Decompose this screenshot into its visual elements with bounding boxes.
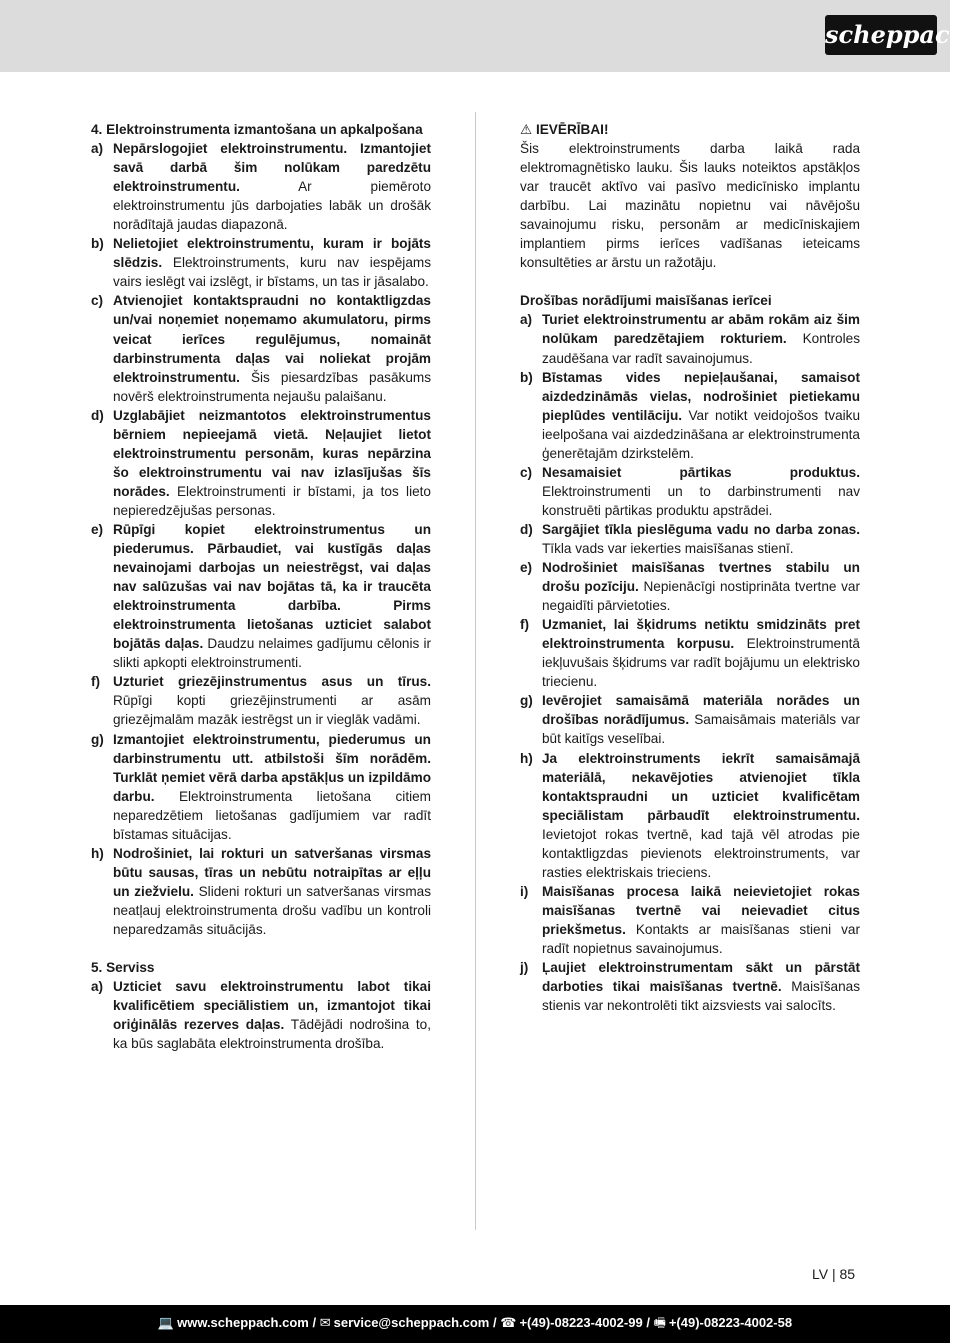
list-item <box>91 977 431 1053</box>
item-body <box>542 463 860 520</box>
item-text: Ar piemēroto elektroinstrumentu jūs darbojaties labāk un drošāk norādītajā jaudas diapazonā. <box>113 179 431 233</box>
item-body <box>542 882 860 958</box>
list-item <box>91 139 431 234</box>
list-item <box>520 958 860 1015</box>
item-body <box>113 406 431 520</box>
footer-email[interactable]: service@scheppach.com <box>333 1315 490 1330</box>
item-text: Tīkla vads var iekerties maisīšanas stienī. <box>542 540 794 556</box>
footer-phone[interactable]: +(49)-08223-4002-99 <box>519 1315 643 1330</box>
item-letter: d) <box>520 521 533 537</box>
item-letter: d) <box>91 407 104 423</box>
item-bold-text: Ievērojiet samaisāmā materiāla norādes un drošības norādījumus. <box>542 693 860 728</box>
list-item <box>520 520 860 558</box>
footer-website[interactable]: www.scheppach.com <box>177 1315 309 1330</box>
page-number-value: 85 <box>839 1266 856 1282</box>
item-body <box>113 234 431 291</box>
item-body <box>542 691 860 748</box>
section5-list <box>91 977 431 1053</box>
item-text: Šis piesardzības pasākums novērš elektroinstrumenta nejaušu palaišanu. <box>113 369 431 404</box>
item-body <box>113 139 431 234</box>
list-item <box>91 291 431 405</box>
item-letter: h) <box>91 845 104 861</box>
item-bold-text: Nepārslogojiet elektroinstrumentu. Izmantojiet savā darbā šim nolūkam paredzētu elektroinstrumentu. <box>113 141 431 195</box>
item-letter: a) <box>91 141 104 157</box>
item-bold-text: Uzturiet griezējinstrumentus asus un tīrus. <box>113 674 431 690</box>
item-bold-text: Nesamaisiet pārtikas produktus. <box>542 464 860 480</box>
list-item <box>91 406 431 520</box>
item-text: Var notikt veidojošos tvaiku ieelpošana vai aizdedzināšana ar elektroinstrumenta ģenerētajām dzirkstelēm. <box>542 407 861 461</box>
item-text: Nepienācīgi nostiprināta tvertne var negaidīti pārvietoties. <box>542 579 860 614</box>
page-separator: | <box>831 1266 836 1282</box>
item-body <box>542 520 860 558</box>
item-letter: g) <box>91 731 104 747</box>
brand-logo[interactable]: scheppach <box>825 15 937 55</box>
item-bold-text: Izmantojiet elektroinstrumentu, piederumus un darbinstrumentu utt. atbilstoši šīm norādēm. Turklāt ņemiet vērā darba apstākļus un izpildāmo darbu. <box>113 731 431 804</box>
item-bold-text: Sargājiet tīkla pieslēguma vadu no darba zonas. <box>542 521 860 537</box>
footer-slash: / <box>312 1315 317 1330</box>
item-bold-text: Nelietojiet elektroinstrumentu, kuram ir bojāts slēdzis. <box>113 236 431 271</box>
item-text: Elektroinstruments, kuru nav iespējams vairs ieslēgt vai izslēgt, ir bīstams, un tas ir jāsalabo. <box>113 255 432 290</box>
item-bold-text: Uzticiet savu elektroinstrumentu labot tikai kvalificētiem speciālistiem un, izmantojot tikai oriģinālās rezerves daļas. <box>113 979 431 1033</box>
item-bold-text: Turiet elektroinstrumentu ar abām rokām aiz šim nolūkam paredzētajiem rokturiem. <box>542 312 860 347</box>
item-bold-text: Uzglabājiet neizmantotos elektroinstrumentus bērniem nepieejamā vietā. Neļaujiet lietot elektroinstrumentu personām, kuras nepārzina šo elektroinstrumentu vai nav izlasījušas šīs norādes. <box>113 407 431 499</box>
item-letter: c) <box>91 293 104 309</box>
list-item <box>91 730 431 844</box>
item-letter: f) <box>520 617 530 633</box>
list-item <box>520 463 860 520</box>
item-body <box>542 615 860 691</box>
section4-list <box>91 139 431 939</box>
item-text: Maisīšanas stienis var nekontrolēti tikt aizsviests vai salocīts. <box>542 979 860 1014</box>
footer-bar <box>0 1305 950 1343</box>
item-body <box>113 291 431 405</box>
item-letter: a) <box>520 312 533 328</box>
list-item <box>91 520 431 672</box>
item-text: Ievietojot rokas tvertnē, kad tajā vēl atrodas pie kontaktligzdas pievienots elektroinstruments, var rasties elektriskais trieciens. <box>542 826 860 880</box>
item-letter: j) <box>520 960 529 976</box>
item-letter: i) <box>520 883 529 899</box>
item-text: Elektroinstrumenta lietošana citiem neparedzētiem lietošanas gadījumiem var radīt bīstamas situācijas. <box>113 788 431 842</box>
item-text: Samaisāmais materiāls var būt kaitīgs veselībai. <box>542 712 861 747</box>
item-bold-text: Uzmaniet, lai šķidrums netiktu smidzināts pret elektroinstrumenta korpusu. <box>542 617 860 652</box>
item-letter: b) <box>520 369 533 385</box>
email-icon: ✉ <box>319 1315 331 1330</box>
item-text: Kontroles zaudēšana var radīt savainojumus. <box>542 331 860 366</box>
item-text: Tādējādi nodrošina to, ka būs saglabāta elektroinstrumenta drošība. <box>113 1017 431 1052</box>
column-divider <box>475 112 476 1230</box>
item-text: Elektroinstrumenti un to darbinstrumenti nav konstruēti pārtikas produktu apstrādei. <box>542 483 860 518</box>
list-item <box>91 234 431 291</box>
warning-text: Šis elektroinstruments darba laikā rada elektromagnētisko lauku. Šis lauks noteiktos apstākļos var traucēt aktīvo vai pasīvo medicīnisko implantu darbību. Lai mazinātu nopietnu vai nāvējošu savainojumu risku, personām ar medicīniskajiem implantiem pirms ierīces vadīšanas ieteicams konsultēties ar ārstu un ražotāju. <box>520 141 860 271</box>
item-text: Slideni rokturi un satveršanas virsmas neatļauj elektroinstrumenta drošu vadību un kontroli neparedzamās situācijās. <box>113 883 432 937</box>
item-bold-text: Nodrošiniet, lai rokturi un satveršanas virsmas būtu sausas, tīras un nebūtu notraipītas ar eļļu un ziežvielu. <box>113 845 431 899</box>
list-item <box>520 558 860 615</box>
item-bold-text: Atvienojiet kontaktspraudni no kontaktligzdas un/vai noņemiet noņemamo akumulatoru, pirms veicat ierīces regulējumus, nomaināt darbinstrumenta daļas vai noliekat projām elektroinstrumentu. <box>113 293 431 385</box>
item-body <box>542 558 860 615</box>
item-letter: a) <box>91 979 104 995</box>
page-lang: LV <box>812 1266 829 1282</box>
item-letter: c) <box>520 464 533 480</box>
warning-heading: ⚠ IEVĒRĪBAI! <box>520 122 609 137</box>
item-bold-text: Ja elektroinstruments iekrīt samaisāmajā materiālā, nekavējoties atvienojiet tīkla kontaktspraudni un uzticiet kvalificētam speciālistam pārbaudīt elektroinstrumentu. <box>542 750 860 823</box>
item-letter: h) <box>520 750 533 766</box>
list-item <box>520 882 860 958</box>
left-column <box>91 120 431 1053</box>
list-item <box>520 749 860 882</box>
item-text: Elektroinstrumentā iekļuvušais šķidrums var radīt bojājumu un elektrisko triecienu. <box>542 636 860 690</box>
item-body <box>542 368 860 463</box>
section5-heading: 5. Serviss <box>91 960 155 976</box>
item-letter: e) <box>91 521 104 537</box>
page-number <box>812 1266 855 1282</box>
mixer-list <box>520 310 860 1015</box>
item-text: Kontakts ar maisīšanas stieni var radīt nopietnus savainojumus. <box>542 921 860 956</box>
item-bold-text: Ļaujiet elektroinstrumentam sākt un pārstāt darboties tikai maisīšanas tvertnē. <box>542 960 860 995</box>
list-item <box>91 844 431 939</box>
item-text: Elektroinstrumenti ir bīstami, ja tos lieto nepieredzējušas personas. <box>113 483 431 518</box>
item-text: Daudzu nelaimes gadījumu cēlonis ir slikti apkopti elektroinstrumenti. <box>113 636 431 671</box>
right-column <box>520 120 860 1015</box>
list-item <box>520 368 860 463</box>
item-letter: e) <box>520 560 533 576</box>
list-item <box>520 691 860 748</box>
item-letter: b) <box>91 236 104 252</box>
list-item <box>520 615 860 691</box>
list-item <box>91 672 431 729</box>
item-body <box>113 730 431 844</box>
item-bold-text: Bīstamas vides nepieļaušanai, samaisot aizdedzināmās vielas, nodrošiniet pietiekamu pieplūdes ventilāciju. <box>542 369 860 423</box>
footer-slash: / <box>493 1315 497 1330</box>
item-body <box>113 520 431 672</box>
fax-icon: 🖷 <box>653 1315 666 1330</box>
list-item <box>520 310 860 367</box>
item-body <box>113 672 431 729</box>
item-bold-text: Rūpīgi kopiet elektroinstrumentus un piederumus. Pārbaudiet, vai kustīgās daļas nevainojami darbojas un neiestrēgst, vai daļas nav salūzušas vai nav bojātas tā, ka ir traucēta elektroinstrumenta darbība. Pirms elektroinstrumenta lietošanas uzticiet salabot bojātās daļas. <box>113 521 431 652</box>
item-body <box>542 749 860 882</box>
section4-heading: 4. Elektroinstrumenta izmantošana un apkalpošana <box>91 122 423 137</box>
item-body <box>113 977 431 1053</box>
header-band <box>0 0 950 72</box>
computer-icon: 💻 <box>157 1315 175 1330</box>
item-letter: f) <box>91 674 101 690</box>
phone-icon: ☎ <box>500 1315 517 1330</box>
item-letter: g) <box>520 693 533 709</box>
mixer-heading: Drošības norādījumi maisīšanas ierīcei <box>520 293 772 309</box>
item-body <box>542 958 860 1015</box>
footer-slash: / <box>646 1315 650 1330</box>
item-bold-text: Nodrošiniet maisīšanas tvertnes stabilu un drošu pozīciju. <box>542 560 860 595</box>
footer-fax[interactable]: +(49)-08223-4002-58 <box>668 1315 793 1330</box>
item-body <box>113 844 431 939</box>
item-body <box>542 310 860 367</box>
item-text: Rūpīgi kopti griezējinstrumenti ar asām griezējmalām mazāk iestrēgst un ir vieglāk vadāmi. <box>113 693 431 728</box>
item-bold-text: Maisīšanas procesa laikā neievietojiet rokas maisīšanas tvertnē vai neievadiet citus priekšmetus. <box>542 883 860 937</box>
